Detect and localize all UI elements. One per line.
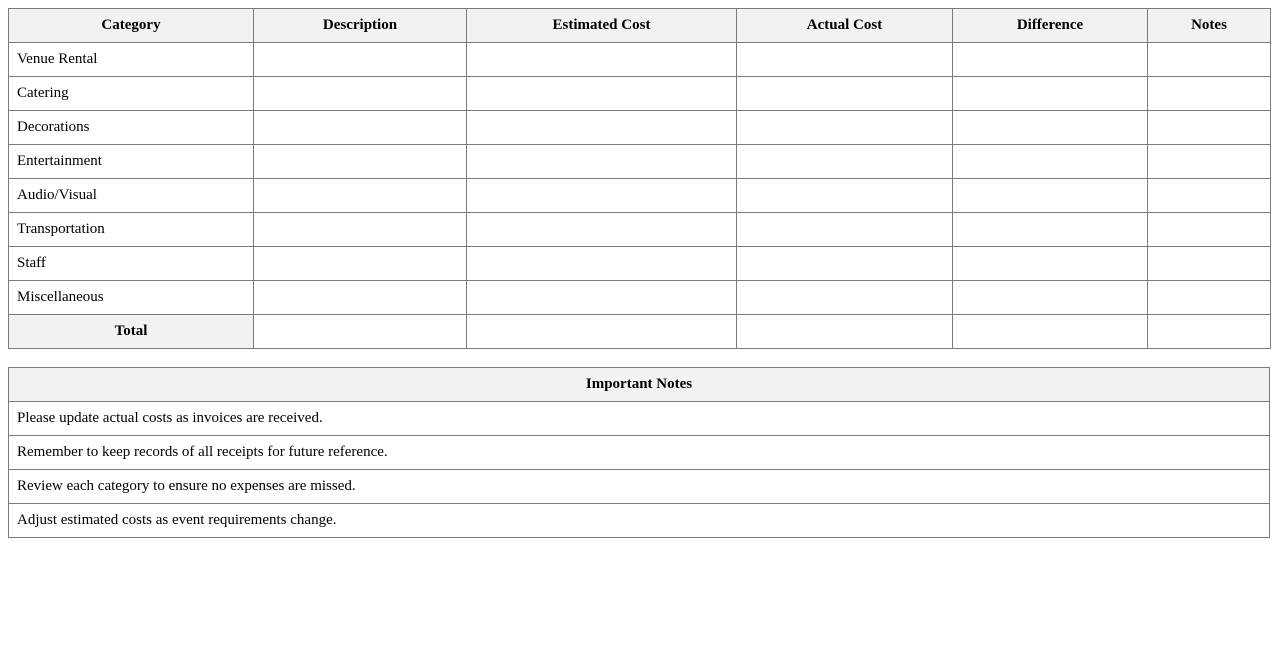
list-item [9,436,1270,470]
budget-table [8,8,1271,349]
important-notes-table [8,367,1270,538]
notes-cell[interactable] [1148,77,1271,111]
table-row [9,145,1271,179]
estimated-cost-cell[interactable] [467,77,737,111]
notes-cell[interactable] [1148,145,1271,179]
description-cell[interactable] [254,43,467,77]
notes-cell[interactable] [1148,43,1271,77]
header-category: Category [9,9,254,43]
notes-header-row [9,368,1270,402]
estimated-cost-cell[interactable] [467,43,737,77]
estimated-cost-cell[interactable] [467,247,737,281]
list-item [9,504,1270,538]
difference-cell[interactable] [953,111,1148,145]
description-cell[interactable] [254,77,467,111]
difference-cell[interactable] [953,281,1148,315]
category-cell: Transportation [9,213,254,247]
notes-cell[interactable] [1148,281,1271,315]
actual-cost-cell[interactable] [737,179,953,213]
header-estimated-cost: Estimated Cost [467,9,737,43]
note-text: Please update actual costs as invoices are received. [9,402,1270,436]
estimated-cost-cell[interactable] [467,145,737,179]
actual-cost-cell[interactable] [737,213,953,247]
table-row [9,213,1271,247]
description-cell[interactable] [254,145,467,179]
total-notes-cell[interactable] [1148,315,1271,349]
difference-cell[interactable] [953,43,1148,77]
header-actual-cost: Actual Cost [737,9,953,43]
actual-cost-cell[interactable] [737,247,953,281]
category-cell: Audio/Visual [9,179,254,213]
difference-cell[interactable] [953,247,1148,281]
budget-header-row [9,9,1271,43]
actual-cost-cell[interactable] [737,111,953,145]
actual-cost-cell[interactable] [737,43,953,77]
note-text: Adjust estimated costs as event requirements change. [9,504,1270,538]
notes-cell[interactable] [1148,111,1271,145]
table-row [9,247,1271,281]
header-difference: Difference [953,9,1148,43]
estimated-cost-cell[interactable] [467,281,737,315]
list-item [9,470,1270,504]
category-cell: Decorations [9,111,254,145]
table-row [9,281,1271,315]
description-cell[interactable] [254,179,467,213]
notes-cell[interactable] [1148,247,1271,281]
total-estimated-cost-cell[interactable] [467,315,737,349]
total-description-cell[interactable] [254,315,467,349]
difference-cell[interactable] [953,213,1148,247]
category-cell: Entertainment [9,145,254,179]
table-row [9,179,1271,213]
category-cell: Catering [9,77,254,111]
table-row [9,77,1271,111]
notes-cell[interactable] [1148,213,1271,247]
list-item [9,402,1270,436]
important-notes-heading: Important Notes [9,368,1270,402]
description-cell[interactable] [254,111,467,145]
description-cell[interactable] [254,247,467,281]
header-notes: Notes [1148,9,1271,43]
actual-cost-cell[interactable] [737,77,953,111]
category-cell: Staff [9,247,254,281]
category-cell: Miscellaneous [9,281,254,315]
table-row [9,111,1271,145]
header-description: Description [254,9,467,43]
note-text: Remember to keep records of all receipts for future reference. [9,436,1270,470]
estimated-cost-cell[interactable] [467,111,737,145]
description-cell[interactable] [254,213,467,247]
note-text: Review each category to ensure no expenses are missed. [9,470,1270,504]
actual-cost-cell[interactable] [737,281,953,315]
estimated-cost-cell[interactable] [467,213,737,247]
difference-cell[interactable] [953,145,1148,179]
difference-cell[interactable] [953,179,1148,213]
category-cell: Venue Rental [9,43,254,77]
description-cell[interactable] [254,281,467,315]
difference-cell[interactable] [953,77,1148,111]
total-label: Total [9,315,254,349]
table-row [9,43,1271,77]
notes-cell[interactable] [1148,179,1271,213]
total-difference-cell[interactable] [953,315,1148,349]
total-actual-cost-cell[interactable] [737,315,953,349]
actual-cost-cell[interactable] [737,145,953,179]
total-row [9,315,1271,349]
estimated-cost-cell[interactable] [467,179,737,213]
